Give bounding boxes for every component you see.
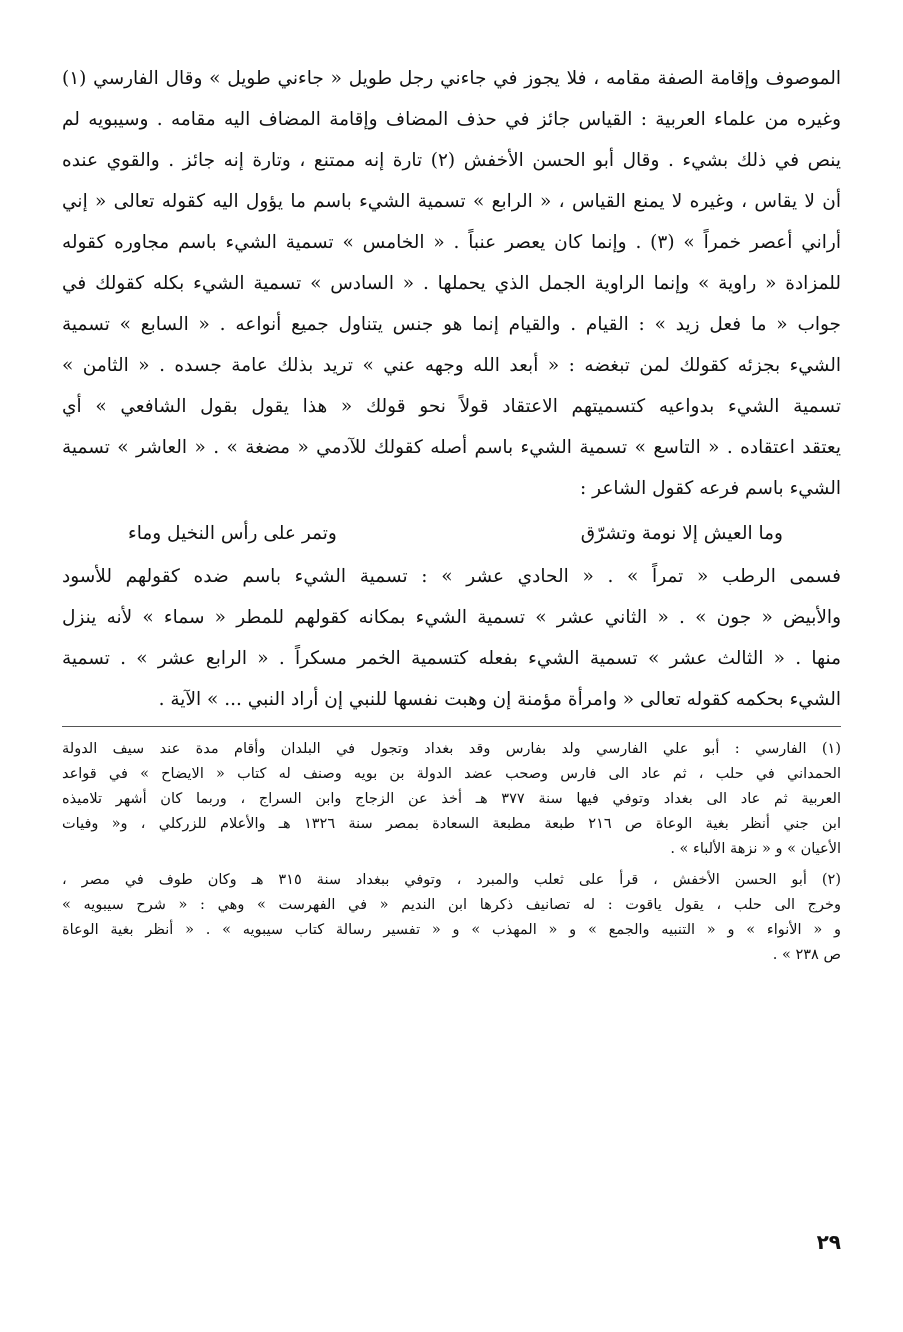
footnote-line: الحمداني في حلب ، ثم عاد الى فارس وصحب عضد الدولة بن بويه وصنف له كتاب « الايضاح » في قواعد <box>62 766 841 782</box>
text-line: والأبيض « جون » . « الثاني عشر » تسمية الشيء بمكانه كقولهم للمطر « سماء » لأنه ينزل <box>62 607 841 628</box>
text-line: فسمى الرطب « تمراً » . « الحادي عشر » : تسمية الشيء باسم ضده كقولهم للأسود <box>62 566 841 587</box>
footnote-divider <box>62 726 841 727</box>
verse-first-hemistich: وما العيش إلا نومة وتشرّق <box>580 523 783 544</box>
text-line: تسمية الشيء بدواعيه كتسميتهم الاعتقاد قولاً نحو قولك « هذا يقول بقول الشافعي » أي <box>62 396 841 417</box>
footnote-line: ص ٢٣٨ » . <box>772 947 841 963</box>
text-line: للمزادة « راوية » وإنما الراوية الجمل الذي يحملها . « السادس » تسمية الشيء بكله كقولك في <box>62 273 841 294</box>
footnote-1 <box>62 737 841 862</box>
main-text <box>62 58 841 509</box>
footnote-line: (٢) أبو الحسن الأخفش ، قرأ على ثعلب والمبرد ، وتوفي ببغداد سنة ٣١٥ هـ وكان طوف في مصر ، <box>62 872 841 888</box>
text-line: جواب « ما فعل زيد » : القيام . والقيام إنما هو جنس يتناول جميع أنواعه . « السابع » تسمية <box>62 314 841 335</box>
text-line: الموصوف وإقامة الصفة مقامه ، فلا يجوز في جاءني رجل طويل « جاءني طويل » وقال الفارسي (١) <box>62 68 841 89</box>
main-text-continued <box>62 556 841 720</box>
text-line: أن لا يقاس ، وغيره لا يمنع القياس ، « الرابع » تسمية الشيء باسم ما يؤول اليه كقوله تعالى « إني <box>62 191 841 212</box>
footnote-2 <box>62 868 841 968</box>
text-line: الشيء باسم فرعه كقول الشاعر : <box>580 478 841 499</box>
footnote-line: و « الأنواء » و « التنبيه والجمع » و « المهذب » و « تفسير رسالة كتاب سيبويه » . « أنظر بغية الوعاة <box>62 922 841 938</box>
book-page <box>62 58 841 1292</box>
footnote-line: العربية ثم عاد الى بغداد وتوفي فيها سنة ٣٧٧ هـ أخذ عن الزجاج وابن السراج ، وربما كان أشهر تلاميذه <box>62 791 841 807</box>
page-number: ٢٩ <box>816 1230 841 1254</box>
text-line: الشيء بجزئه كقولك لمن تبغضه : « أبعد الله وجهه عني » تريد بذلك عامة جسده . « الثامن » <box>62 355 841 376</box>
footnote-line: وخرج الى حلب ، يقول ياقوت : له تصانيف ذكرها ابن النديم « في الفهرست » وهي : « شرح سيبويه » <box>62 897 841 913</box>
text-line: منها . « الثالث عشر » تسمية الشيء بفعله كتسمية الخمر مسكراً . « الرابع عشر » . تسمية <box>62 648 841 669</box>
text-line: ينص في ذلك بشيء . وقال أبو الحسن الأخفش (٢) تارة إنه ممتنع ، وتارة إنه جائز . والقوي عنده <box>62 150 841 171</box>
poetry-verse <box>62 513 841 554</box>
footnote-line: ابن جني أنظر بغية الوعاة ص ٢١٦ طبعة مطبعة السعادة بمصر سنة ١٣٢٦ هـ والأعلام للزركلي ، و« وفيات <box>62 816 841 832</box>
verse-second-hemistich: وتمر على رأس النخيل وماء <box>128 523 337 544</box>
text-line: يعتقد اعتقاده . « التاسع » تسمية الشيء باسم أصله كقولك للآدمي « مضغة » . « العاشر » تسمية <box>62 437 841 458</box>
footnote-line: (١) الفارسي : أبو علي الفارسي ولد بفارس وقد بغداد وتجول في البلدان وأقام مدة عند سيف الدولة <box>62 741 841 757</box>
text-line: أراني أعصر خمراً » (٣) . وإنما كان يعصر عنباً . « الخامس » تسمية الشيء باسم مجاوره كقوله <box>62 232 841 253</box>
text-line: وغيره من علماء العربية : القياس جائز في حذف المضاف وإقامة المضاف اليه مقامه . وسيبويه لم <box>62 109 841 130</box>
footnote-line: الأعيان » و « نزهة الألباء » . <box>670 841 841 857</box>
text-line: الشيء بحكمه كقوله تعالى « وامرأة مؤمنة إن وهبت نفسها للنبي إن أراد النبي ... » الآية . <box>158 689 841 710</box>
